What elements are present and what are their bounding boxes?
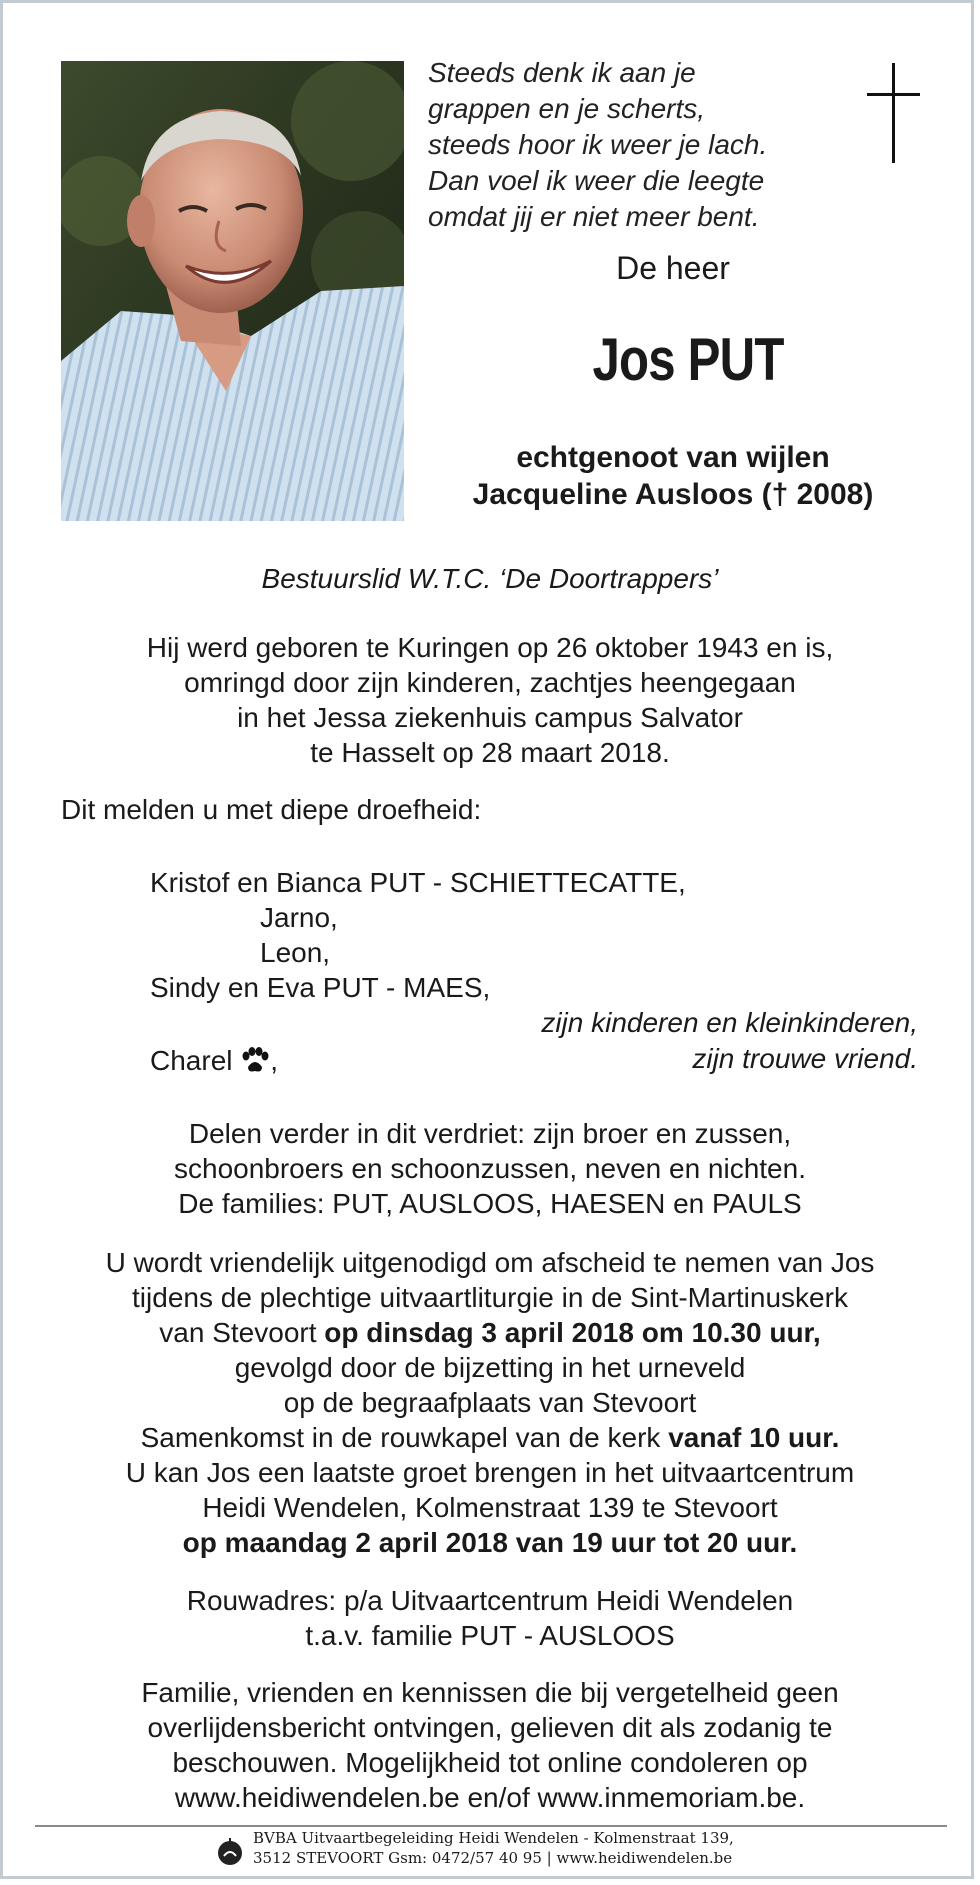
ceremony-line: Heidi Wendelen, Kolmenstraat 139 te Stevoort [202,1492,778,1523]
spouse-info [423,439,923,513]
birth-line: in het Jessa ziekenhuis campus Salvator [237,702,743,733]
ceremony-line: U kan Jos een laatste groet brengen in het uitvaartcentrum [125,1457,855,1488]
address-line: Rouwadres: p/a Uitvaartcentrum Heidi Wendelen [186,1585,794,1616]
cross-icon [865,63,925,163]
ceremony-block [3,1245,977,1560]
ceremony-line [3,1315,977,1350]
pet-suffix: , [270,1045,279,1076]
closing-line: www.heidiwendelen.be en/of www.inmemoriam.be. [174,1782,806,1813]
mourners-line: Delen verder in dit verdriet: zijn broer en zussen, [188,1118,792,1149]
gathering-time: vanaf 10 uur. [668,1422,840,1453]
mourning-address [3,1583,977,1653]
closing-line: overlijdensbericht ontvingen, gelieven dit als zodanig te [147,1712,833,1743]
funeral-home-logo-icon [215,1836,245,1866]
poem-line: steeds hoor ik weer je lach. [428,129,768,160]
announcement-intro: Dit melden u met diepe droefheid: [61,794,482,825]
family-line: Sindy en Eva PUT - MAES, [150,972,491,1003]
deceased-name: Jos PUT [592,326,784,393]
birth-line: Hij werd geboren te Kuringen op 26 oktober 1943 en is, [146,632,834,663]
footer-line: BVBA Uitvaartbegeleiding Heidi Wendelen - Kolmenstraat 139, [253,1829,734,1847]
footer-text [253,1828,813,1868]
mourners-line: schoonbroers en schoonzussen, neven en nichten. [174,1153,806,1184]
spouse-line: Jacqueline Ausloos († 2008) [472,478,874,511]
poem-line: Dan voel ik weer die leegte [428,165,765,196]
family-line: Jarno, [260,902,338,933]
spouse-line: echtgenoot van wijlen [516,441,830,474]
visitation-time: op maandag 2 april 2018 van 19 uur tot 20 uur. [182,1527,798,1558]
ceremony-text: van Stevoort [159,1317,325,1348]
mourners-line: De families: PUT, AUSLOOS, HAESEN en PAULS [178,1188,802,1219]
closing-line: Familie, vrienden en kennissen die bij vergetelheid geen [141,1677,839,1708]
paw-icon [240,1047,270,1073]
poem [428,55,828,235]
closing-note [3,1675,977,1815]
role-line: Bestuurslid W.T.C. ‘De Doortrappers’ [261,563,719,594]
portrait-photo [61,61,404,521]
ceremony-line [3,1420,977,1455]
footer-divider [35,1825,947,1827]
family-line: Leon, [260,937,331,968]
ceremony-line: gevolgd door de bijzetting in het urneveld [234,1352,746,1383]
closing-line: beschouwen. Mogelijkheid tot online condoleren op [172,1747,808,1778]
poem-line: grappen en je scherts, [428,93,706,124]
birth-death-info [3,630,977,770]
pet-note: zijn trouwe vriend. [692,1043,918,1074]
mourners-block [3,1116,977,1221]
pet-name: Charel [150,1045,233,1076]
pet-line [150,1043,278,1078]
birth-line: te Hasselt op 28 maart 2018. [310,737,670,768]
children-note: zijn kinderen en kleinkinderen, [541,1007,918,1038]
ceremony-text: Samenkomst in de rouwkapel van de kerk [140,1422,669,1453]
ceremony-line: op de begraafplaats van Stevoort [283,1387,697,1418]
footer-line: 3512 STEVOORT Gsm: 0472/57 40 95 | www.heidiwendelen.be [253,1849,733,1867]
ceremony-line: U wordt vriendelijk uitgenodigd om afscheid te nemen van Jos [105,1247,875,1278]
poem-line: omdat jij er niet meer bent. [428,201,760,232]
salutation: De heer [616,250,730,286]
ceremony-line: tijdens de plechtige uitvaartliturgie in de Sint-Martinuskerk [132,1282,848,1313]
family-line: Kristof en Bianca PUT - SCHIETTECATTE, [150,867,686,898]
birth-line: omringd door zijn kinderen, zachtjes heengegaan [184,667,796,698]
ceremony-datetime: op dinsdag 3 april 2018 om 10.30 uur, [324,1317,821,1348]
portrait-image [61,61,404,521]
poem-line: Steeds denk ik aan je [428,57,696,88]
address-line: t.a.v. familie PUT - AUSLOOS [305,1620,675,1651]
